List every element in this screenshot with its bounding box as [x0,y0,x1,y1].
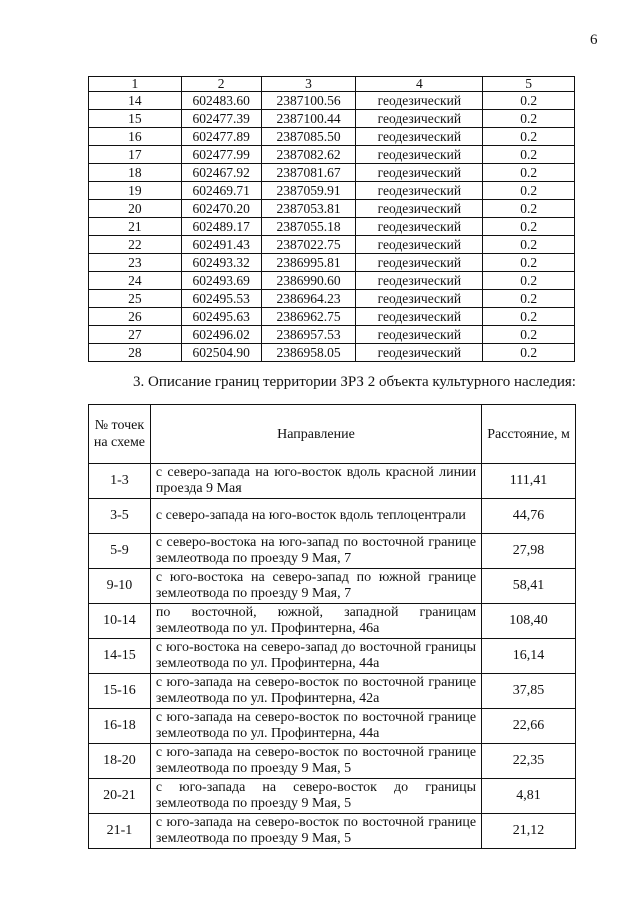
segment-direction: с северо-запада на юго-восток вдоль красной линии проезда 9 Мая [150,464,481,499]
segment-direction: с юго-запада на северо-восток по восточной границе землеотвода по проезду 9 Мая, 5 [150,814,481,849]
segment-distance: 108,40 [482,604,576,639]
point-number: 25 [89,290,182,308]
page-number: 6 [590,32,598,48]
accuracy: 0.2 [483,254,575,272]
method: геодезический [356,290,483,308]
section-title: 3. Описание границ территории ЗРЗ 2 объекта культурного наследия: [133,374,576,390]
segment-distance: 111,41 [482,464,576,499]
method: геодезический [356,236,483,254]
segment-points: 18-20 [89,744,151,779]
segment-points: 15-16 [89,674,151,709]
coordinate-y: 2387082.62 [261,146,356,164]
segment-points: 9-10 [89,569,151,604]
segment-distance: 4,81 [482,779,576,814]
description-header-row [89,405,576,464]
segment-distance: 27,98 [482,534,576,569]
segment-direction: с юго-востока на северо-запад до восточной границы землеотвода по ул. Профинтерна, 44а [150,639,481,674]
coordinates-row [89,200,575,218]
point-number: 20 [89,200,182,218]
method: геодезический [356,344,483,362]
segment-direction: с юго-запада на северо-восток по восточной границе землеотвода по ул. Профинтерна, 42а [150,674,481,709]
coordinates-row [89,254,575,272]
coordinate-x: 602483.60 [181,92,261,110]
segment-direction: с юго-запада на северо-восток по восточной границе землеотвода по проезду 9 Мая, 5 [150,744,481,779]
point-number: 23 [89,254,182,272]
coordinates-row [89,326,575,344]
method: геодезический [356,308,483,326]
coordinate-y: 2386962.75 [261,308,356,326]
segment-direction: с юго-востока на северо-запад по южной границе землеотвода по проезду 9 Мая, 7 [150,569,481,604]
coordinate-y: 2387100.56 [261,92,356,110]
point-number: 17 [89,146,182,164]
accuracy: 0.2 [483,110,575,128]
coordinates-row [89,146,575,164]
segment-distance: 16,14 [482,639,576,674]
coordinates-row [89,272,575,290]
accuracy: 0.2 [483,272,575,290]
coordinates-row [89,218,575,236]
coordinate-y: 2386958.05 [261,344,356,362]
point-number: 15 [89,110,182,128]
method: геодезический [356,92,483,110]
coordinate-x: 602504.90 [181,344,261,362]
segment-points: 1-3 [89,464,151,499]
segment-distance: 22,66 [482,709,576,744]
point-number: 28 [89,344,182,362]
segment-points: 16-18 [89,709,151,744]
description-row [89,744,576,779]
coordinate-x: 602467.92 [181,164,261,182]
coordinate-x: 602477.39 [181,110,261,128]
accuracy: 0.2 [483,218,575,236]
coordinate-y: 2387085.50 [261,128,356,146]
segment-distance: 22,35 [482,744,576,779]
coordinates-row [89,128,575,146]
column-number-1: 1 [89,77,182,92]
coordinates-row [89,110,575,128]
column-number-5: 5 [483,77,575,92]
point-number: 16 [89,128,182,146]
point-number: 18 [89,164,182,182]
method: геодезический [356,218,483,236]
point-number: 14 [89,92,182,110]
segment-points: 21-1 [89,814,151,849]
coordinate-x: 602477.99 [181,146,261,164]
description-row [89,499,576,534]
description-row [89,464,576,499]
coordinate-x: 602493.69 [181,272,261,290]
coordinate-x: 602470.20 [181,200,261,218]
description-row [89,779,576,814]
method: геодезический [356,146,483,164]
coordinate-x: 602489.17 [181,218,261,236]
segment-direction: с северо-запада на юго-восток вдоль теплоцентрали [150,499,481,534]
coordinate-y: 2387055.18 [261,218,356,236]
coordinates-row [89,308,575,326]
coordinate-y: 2386957.53 [261,326,356,344]
coordinate-x: 602469.71 [181,182,261,200]
coordinate-y: 2387022.75 [261,236,356,254]
description-row [89,569,576,604]
coordinate-x: 602495.53 [181,290,261,308]
segment-points: 5-9 [89,534,151,569]
coordinates-row [89,164,575,182]
column-number-2: 2 [181,77,261,92]
method: геодезический [356,182,483,200]
description-row [89,709,576,744]
coordinates-table [88,76,575,362]
coordinates-row [89,344,575,362]
point-number: 24 [89,272,182,290]
header-distance: Расстояние, м [482,405,576,464]
coordinates-row [89,182,575,200]
accuracy: 0.2 [483,308,575,326]
column-number-3: 3 [261,77,356,92]
segment-distance: 21,12 [482,814,576,849]
method: геодезический [356,164,483,182]
description-row [89,604,576,639]
coordinate-y: 2387059.91 [261,182,356,200]
accuracy: 0.2 [483,164,575,182]
accuracy: 0.2 [483,182,575,200]
description-row [89,674,576,709]
method: геодезический [356,110,483,128]
point-number: 19 [89,182,182,200]
boundary-description-table [88,404,576,849]
coordinate-y: 2387100.44 [261,110,356,128]
segment-direction: с юго-запада на северо-восток до границы землеотвода по проезду 9 Мая, 5 [150,779,481,814]
coordinates-row [89,290,575,308]
method: геодезический [356,326,483,344]
accuracy: 0.2 [483,326,575,344]
coordinates-row [89,236,575,254]
coordinate-y: 2387081.67 [261,164,356,182]
method: геодезический [356,200,483,218]
column-number-4: 4 [356,77,483,92]
accuracy: 0.2 [483,146,575,164]
coordinate-x: 602491.43 [181,236,261,254]
accuracy: 0.2 [483,200,575,218]
coordinate-x: 602477.89 [181,128,261,146]
accuracy: 0.2 [483,128,575,146]
coordinate-y: 2386990.60 [261,272,356,290]
accuracy: 0.2 [483,290,575,308]
point-number: 21 [89,218,182,236]
coordinate-y: 2386995.81 [261,254,356,272]
segment-points: 20-21 [89,779,151,814]
segment-distance: 37,85 [482,674,576,709]
coordinates-row [89,92,575,110]
accuracy: 0.2 [483,236,575,254]
segment-direction: с северо-востока на юго-запад по восточной границе землеотвода по проезду 9 Мая, 7 [150,534,481,569]
point-number: 22 [89,236,182,254]
segment-direction: по восточной, южной, западной границам землеотвода по ул. Профинтерна, 46а [150,604,481,639]
segment-points: 3-5 [89,499,151,534]
header-points: № точек на схеме [89,405,151,464]
point-number: 26 [89,308,182,326]
segment-points: 10-14 [89,604,151,639]
coordinate-x: 602495.63 [181,308,261,326]
coordinate-x: 602493.32 [181,254,261,272]
header-direction: Направление [150,405,481,464]
coordinates-header-row [89,77,575,92]
coordinate-x: 602496.02 [181,326,261,344]
segment-distance: 44,76 [482,499,576,534]
method: геодезический [356,128,483,146]
accuracy: 0.2 [483,92,575,110]
coordinate-y: 2386964.23 [261,290,356,308]
method: геодезический [356,254,483,272]
accuracy: 0.2 [483,344,575,362]
point-number: 27 [89,326,182,344]
segment-points: 14-15 [89,639,151,674]
method: геодезический [356,272,483,290]
segment-direction: с юго-запада на северо-восток по восточной границе землеотвода по ул. Профинтерна, 44а [150,709,481,744]
segment-distance: 58,41 [482,569,576,604]
description-row [89,534,576,569]
coordinate-y: 2387053.81 [261,200,356,218]
description-row [89,814,576,849]
description-row [89,639,576,674]
